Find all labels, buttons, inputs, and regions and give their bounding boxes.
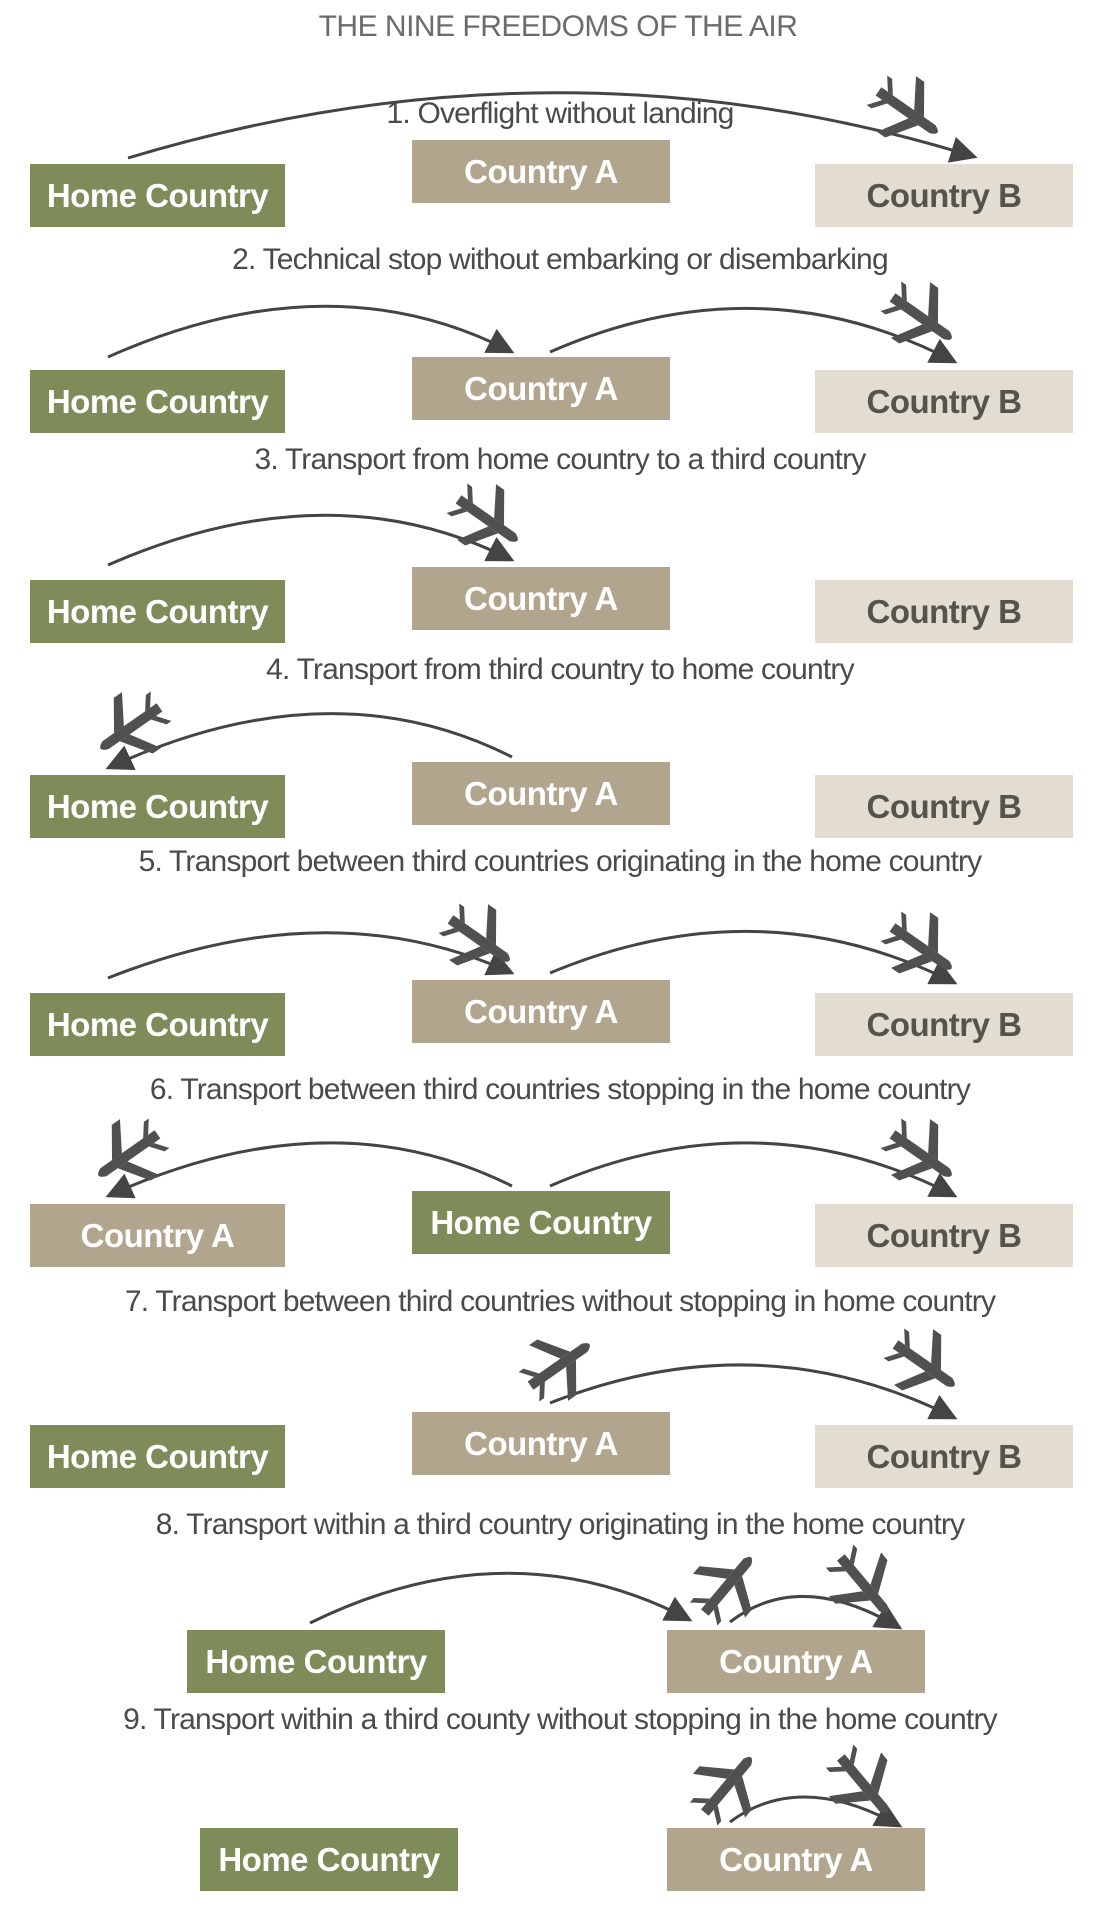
freedom-9-home-country-box: Home Country [200, 1828, 458, 1891]
freedom-5-airplane-icon [871, 898, 971, 996]
freedom-8-airplane-icon [814, 1534, 914, 1634]
freedom-2-country-b-box: Country B [815, 370, 1073, 433]
freedom-1-country-a-box: Country A [412, 140, 670, 203]
freedom-8-home-country-box: Home Country [187, 1630, 445, 1693]
freedom-6-airplane-icon [79, 1105, 179, 1203]
freedom-5-airplane-icon [429, 890, 529, 988]
freedom-6-route-arrow-icon [550, 1143, 955, 1196]
freedom-2-route-arrow-icon [108, 306, 512, 357]
freedom-7-home-country-box: Home Country [30, 1425, 285, 1488]
freedom-4-airplane-icon [81, 678, 181, 776]
freedom-9-caption: 9. Transport within a third county without stopping in the home country [123, 1703, 997, 1736]
freedom-7-country-a-box: Country A [412, 1412, 670, 1475]
freedom-7-airplane-icon [874, 1315, 974, 1413]
freedom-4-home-country-box: Home Country [30, 775, 285, 838]
freedom-5-country-b-box: Country B [815, 993, 1073, 1056]
freedom-5-country-a-box: Country A [412, 980, 670, 1043]
freedom-5-caption: 5. Transport between third countries originating in the home country [138, 845, 982, 878]
freedom-4-country-a-box: Country A [412, 762, 670, 825]
freedom-1-caption: 1. Overflight without landing [386, 97, 734, 130]
freedom-4-country-b-box: Country B [815, 775, 1073, 838]
freedom-2-airplane-icon [871, 268, 971, 366]
freedom-3-route-arrow-icon [108, 515, 512, 565]
freedom-2-route-arrow-icon [550, 308, 955, 362]
freedom-5-home-country-box: Home Country [30, 993, 285, 1056]
freedom-3-country-a-box: Country A [412, 567, 670, 630]
freedom-8-caption: 8. Transport within a third country originating in the home country [155, 1508, 965, 1541]
freedom-6-airplane-icon [871, 1105, 971, 1203]
freedom-9-country-a-box: Country A [667, 1828, 925, 1891]
freedom-4-caption: 4. Transport from third country to home country [266, 653, 854, 686]
freedom-3-country-b-box: Country B [815, 580, 1073, 643]
freedom-8-route-arrow-icon [310, 1573, 690, 1623]
freedom-3-airplane-icon [437, 470, 537, 568]
freedom-6-country-a-box: Country A [30, 1204, 285, 1267]
freedom-6-caption: 6. Transport between third countries stopping in the home country [149, 1073, 971, 1106]
freedom-2-caption: 2. Technical stop without embarking or disembarking [232, 243, 888, 276]
freedom-1-country-b-box: Country B [815, 164, 1073, 227]
freedom-8-airplane-icon [678, 1536, 778, 1636]
freedom-5-route-arrow-icon [108, 933, 512, 978]
freedom-6-country-b-box: Country B [815, 1204, 1073, 1267]
freedom-8-country-a-box: Country A [667, 1630, 925, 1693]
freedom-9-airplane-icon [678, 1736, 778, 1836]
freedom-2-country-a-box: Country A [412, 357, 670, 420]
freedom-9-airplane-icon [814, 1734, 914, 1834]
diagram-title: THE NINE FREEDOMS OF THE AIR [318, 10, 798, 43]
freedom-3-caption: 3. Transport from home country to a third country [254, 443, 866, 476]
freedom-7-route-arrow-icon [550, 1365, 955, 1418]
freedom-2-home-country-box: Home Country [30, 370, 285, 433]
freedom-7-caption: 7. Transport between third countries without stopping in home country [124, 1285, 996, 1318]
freedom-3-home-country-box: Home Country [30, 580, 285, 643]
freedom-6-home-country-box: Home Country [412, 1191, 670, 1254]
freedom-6-route-arrow-icon [108, 1143, 512, 1196]
freedom-7-country-b-box: Country B [815, 1425, 1073, 1488]
freedom-1-home-country-box: Home Country [30, 164, 285, 227]
